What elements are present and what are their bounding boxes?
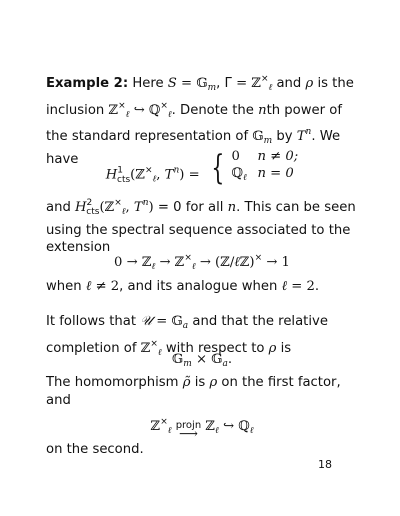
projection-equation: ℤ×$_\ell$ projn ⟶ ℤ$_\ell$ ↪ ℚ$_\ell$ <box>150 417 254 442</box>
text: The homomorphism <box>46 375 179 390</box>
text: and <box>46 200 71 215</box>
text: We have <box>46 129 341 167</box>
text: . This can be seen using the spectral sequence associated to the extension <box>46 200 356 255</box>
text: is <box>194 375 206 390</box>
example-label: Example 2: <box>46 76 129 91</box>
text: , and its analogue when <box>119 279 278 294</box>
exact-sequence: 0 → ℤ$_\ell$ → ℤ×$_\ell$ → (ℤ/ℓℤ)× → 1 <box>114 253 290 272</box>
text: . Denote the <box>171 102 254 118</box>
case-condition: n ≠ 0; <box>257 149 299 164</box>
text: is <box>280 340 292 356</box>
paragraph-6 <box>46 441 358 459</box>
text: is the inclusion <box>46 76 354 118</box>
text: and <box>276 76 302 91</box>
product-equation: 𝔾$_m$ × 𝔾$_a$. <box>171 352 233 369</box>
text: = 0 for all <box>157 200 224 215</box>
text: on the first factor, and <box>46 375 341 408</box>
example-paragraph: Example 2: Here S = 𝔾$_m$, Γ = ℤ×$_\ell$ and ρ is the inclusion ℤ×$_\ell$ ↪ ℚ×$_\ell$. Denote the nth power of the standard representation of 𝔾$_m$ by $T^n$. We have <box>46 74 354 167</box>
paragraph-3: when ℓ ≠ 2, and its analogue when ℓ = 2. <box>46 279 320 294</box>
paragraph-2: and $H^2_{cts}(ℤ^\times_\ell$, $T^n) = 0$ for all n. This can be seen using the spectral sequence associated to the extension <box>46 198 356 255</box>
page-number: 18 <box>318 458 332 471</box>
text: th power of the standard representation of <box>46 102 342 144</box>
case-condition: n = 0 <box>257 166 294 181</box>
paragraph-5: The homomorphism ρ̃ is ρ on the first factor, and <box>46 375 341 408</box>
text: by <box>276 129 293 144</box>
text: on the second. <box>46 442 144 457</box>
text: Here <box>132 76 164 91</box>
text: It follows that <box>46 314 136 329</box>
text: and that the relative completion of <box>46 314 328 356</box>
cohomology-equation: $H^1_{cts}(ℤ^\times_\ell$, $T^n$) = { 0 n ≠ 0; ℚ$_\ell$ n = 0 <box>105 147 299 188</box>
paragraph-4: It follows that 𝒰 = 𝔾$_a$ and that the relative completion of ℤ×$_\ell$ with respect to ρ is <box>46 314 328 358</box>
arrow-label: projn <box>175 420 202 431</box>
text: with respect to <box>165 340 265 356</box>
text: when <box>46 279 82 294</box>
